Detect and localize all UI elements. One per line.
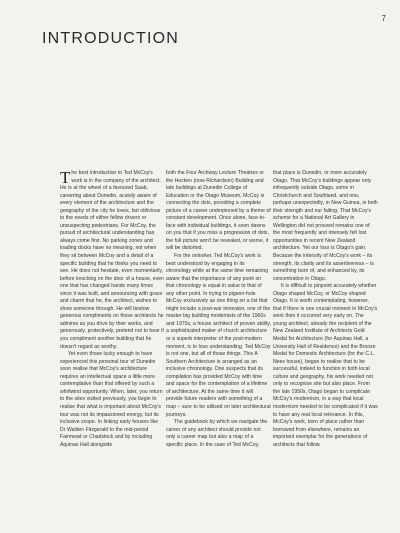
text-column-2: [166, 170, 271, 449]
paragraph: For the onlooker, Ted McCoy's work is best understood by engaging in its chronology while at the same time remaining aware that the importance of any point on that chronology is equal in value to that of any other point. In trying to pigeon-hole McCoy exclusively as one thing on a list that might include a post-war innovator, one of the master big building modernists of the 1960s and 1970s, a house architect of proven ability, a sophisticated maker of church architecture or a superb interpreter of the post-modern moment, is to lose understanding. Ted McCoy is not one, but all of those things. This A Southern Architecture is arranged as an inclusive chronology. One suspects that its compilation has provided McCoy with time and space for the contemplation of a lifetime of architecture. At the same time it will provide future readers with something of a map – sure to be utilised on later architectural journeys.: [166, 253, 271, 418]
paragraph-text: he best introduction to Ted McCoy's work is in the company of the architect. He is at the wheel of a favoured Saab, careering about Dunedin, acutely aware of every element of the architecture and the geography of the city he loves, but oblivious to the needs of either fellow drivers or unsuspecting pedestrians. For McCoy, the pursuit of architectural understanding has always come first. No parking zones and loading docks have no meaning, not when they sit between McCoy and a detail of a specific building that he thinks you need to see. He does not hesitate, even momentarily, before knocking on the door of a house, even one that has changed hands many times since it was built, and announcing with grace and charm that he, the architect, wishes to show someone through. He will bestow generous compliments on those architects he admires as you drive by their works, and generously, protectively, pretend not to hear if you compliment another building that he doesn't regard as worthy.: [60, 170, 164, 350]
paragraph: It is difficult to pinpoint accurately whether Otago shaped McCoy, or McCoy shaped Otago. It is worth contemplating, however, that if there is one crucial moment in McCoy's work then it occurred very early on. The young architect, already the recipient of the New Zealand Institute of Architects Gold Medal for Architecture (for Aquinas Hall, a University Hall of Residence) and the Bronze Medal for Domestic Architecture (for the C.L. Nees house), began to realise that to be successful, indeed to function in both local culture and geography, his work needed not only to recognise site but also place. From the late 1950s, Otago began to complicate McCoy's modernism, in a way that local modernism needed to be complicated if it was to have any real local relevance. In this, McCoy's work, born of place rather than borrowed from elsewhere, remains an important exemplar for the generations of architects that follow.: [273, 283, 378, 448]
drop-cap: T: [60, 168, 71, 187]
page-title: INTRODUCTION: [42, 30, 180, 47]
paragraph: The guidebook by which we navigate the career of any architect should provide not only a career map but also a map of a specific place. In the case of Ted McCoy,: [166, 419, 268, 448]
page-number: 7: [381, 14, 386, 23]
text-column-1: [60, 170, 165, 449]
text-column-3: [273, 170, 378, 449]
paragraph: that place is Dunedin, or more accurately Otago. That McCoy's buildings appear only infrequently outside Otago, some in Christchurch and Southland, and one, perhaps unexpectedly, in New Guinea, is both their strength and our failing. That McCoy's scheme for a National Art Gallery in Wellington did not proceed remains one of the most frequently and intensely felt lost opportunities in recent New Zealand architecture. Yet our loss is Otago's gain. Because the intensity of McCoy's work – its strength, its clarity and its assertiveness – is something born of, and enhanced by, its concentration in Otago.: [273, 170, 378, 282]
paragraph: both the Four Archway Lecture Theatres or the Hocken (now Richardson) Building and late buildings at Dunedin College of Education or the Otago Museum, McCoy is connecting the dots, providing a complete picture of a career underpinned by a theme of constant development. Once alone, face-to-face with individual buildings, it soon dawns on you that if you miss a progression of dots, the full picture won't be revealed, or worse, it will be distorted.: [166, 170, 271, 252]
paragraph: [60, 170, 165, 351]
paragraph: Yet even those lucky enough to have experienced this personal tour of Dunedin soon realise that McCoy's architecture requires an intellectual space a little more contemplative than that offered by such a whirlwind opportunity. When, later, you return to the sites visited previously, you begin to realise that what is important about McCoy's tour was not its impassioned energy, but its inclusive scope. In linking early houses like Dr Walden Fitzgerald to the mid-period Fairmead or Chadstock and by including Aquinas Hall alongside: [60, 351, 163, 448]
